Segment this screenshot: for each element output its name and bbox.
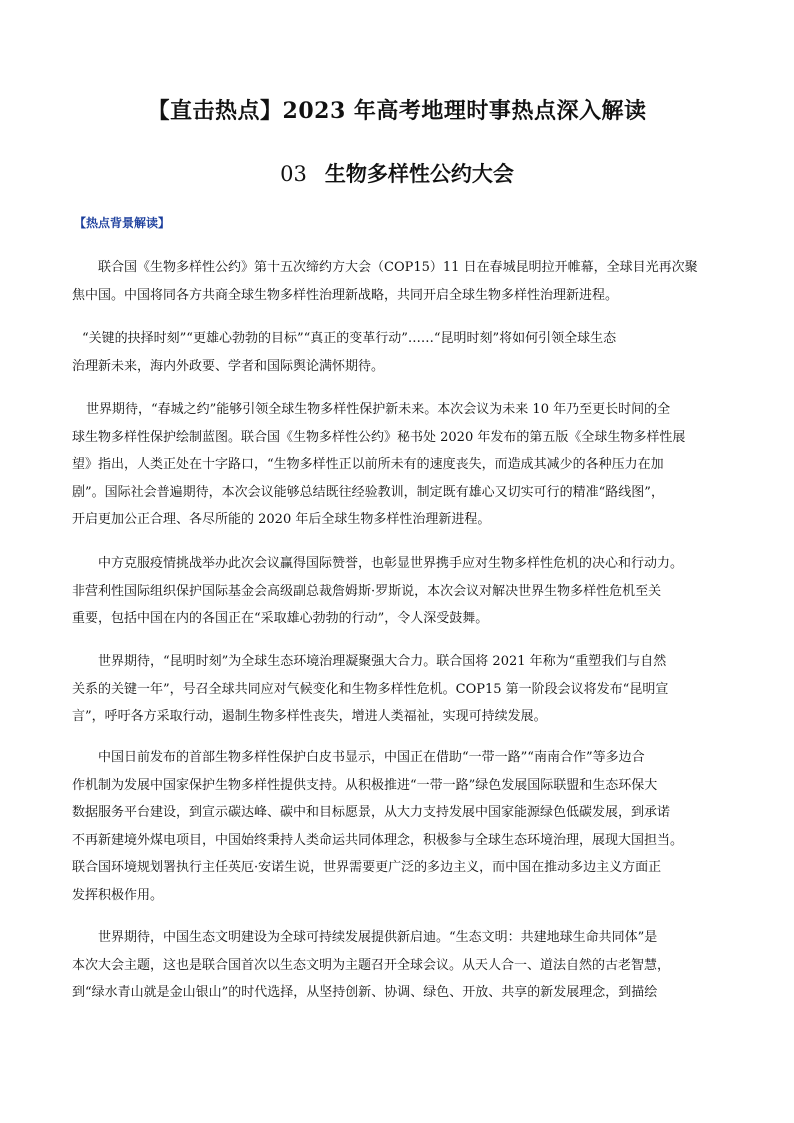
paragraph-line: 发挥积极作用。 bbox=[72, 887, 164, 903]
paragraph-line: 中国日前发布的首部生物多样性保护白皮书显示，中国正在借助“一带一路”“南南合作”等多边合 bbox=[98, 750, 645, 765]
document-subtitle bbox=[0, 158, 794, 188]
document-title: 【直击热点】2023 年高考地理时事热点深入解读 bbox=[147, 98, 647, 124]
paragraph-line: 作机制为发展中国家保护生物多样性提供支持。从积极推进“一带一路”绿色发展国际联盟和生态环保大 bbox=[72, 777, 658, 793]
paragraph-3 bbox=[72, 396, 736, 534]
paragraph-line: 不再新建境外煤电项目，中国始终秉持人类命运共同体理念，积极参与全球生态环境治理，展现大国担当。 bbox=[72, 832, 684, 848]
paragraph-line: 世界期待，中国生态文明建设为全球可持续发展提供新启迪。“生态文明：共建地球生命共同体”是 bbox=[98, 930, 658, 945]
paragraph-1 bbox=[72, 254, 736, 309]
paragraph-2 bbox=[72, 325, 736, 380]
paragraph-line: 焦中国。中国将同各方共商全球生物多样性治理新战略，共同开启全球生物多样性治理新进程。 bbox=[72, 287, 619, 303]
paragraph-line: 重要，包括中国在内的各国正在“采取雄心勃勃的行动”，令人深受鼓舞。 bbox=[72, 611, 489, 626]
paragraph-line: 世界期待，“春城之约”能够引领全球生物多样性保护新未来。本次会议为未来 10 年乃至更长时间的全 bbox=[86, 402, 671, 417]
section-tag: 【热点背景解读】 bbox=[74, 216, 171, 230]
paragraph-line: 球生物多样性保护绘制蓝图。联合国《生物多样性公约》秘书处 2020 年发布的第五版《全球生物多样性展 bbox=[72, 429, 686, 445]
paragraph-line: 剧”。国际社会普遍期待，本次会议能够总结既往经验教训，制定既有雄心又切实可行的精准“路线图”， bbox=[72, 484, 664, 500]
paragraph-line: 联合国环境规划署执行主任英厄·安诺生说，世界需要更广泛的多边主义，而中国在推动多边主义方面正 bbox=[72, 860, 662, 875]
paragraph-4 bbox=[72, 550, 736, 633]
subtitle-number: 03 bbox=[280, 162, 307, 186]
paragraph-line: 世界期待，“昆明时刻”为全球生态环境治理凝聚强大合力。联合国将 2021 年称为“重塑我们与自然 bbox=[98, 654, 667, 669]
paragraph-line: 本次大会主题，这也是联合国首次以生态文明为主题召开全球会议。从天人合一、道法自然的古老智慧， bbox=[72, 957, 671, 973]
paragraph-6 bbox=[72, 744, 736, 909]
paragraph-line: 数据服务平台建设，到宣示碳达峰、碳中和目标愿景，从大力支持发展中国家能源绿色低碳发展，到承诺 bbox=[72, 805, 671, 820]
paragraph-line: 望》指出，人类正处在十字路口，“生物多样性正以前所未有的速度丧失，而造成其减少的各种压力在加 bbox=[72, 457, 664, 472]
subtitle-text: 生物多样性公约大会 bbox=[324, 161, 514, 186]
paragraph-5 bbox=[72, 648, 736, 731]
paragraph-line: “关键的抉择时刻”“更雄心勃勃的目标”“真正的变革行动”……“昆明时刻”将如何引领全球生态 bbox=[82, 331, 617, 346]
paragraph-line: 言”，呼吁各方采取行动，遏制生物多样性丧失，增进人类福祉，实现可持续发展。 bbox=[72, 709, 547, 724]
paragraph-line: 开启更加公正合理、各尽所能的 2020 年后全球生物多样性治理新进程。 bbox=[72, 512, 491, 527]
paragraph-line: 治理新未来，海内外政要、学者和国际舆论满怀期待。 bbox=[72, 358, 385, 374]
paragraph-line: 联合国《生物多样性公约》第十五次缔约方大会（COP15）11 日在春城昆明拉开帷幕，全球目光再次聚 bbox=[98, 260, 698, 275]
paragraph-line: 非营利性国际组织保护国际基金会高级副总裁詹姆斯·罗斯说，本次会议对解决世界生物多样性危机至关 bbox=[72, 583, 662, 599]
paragraph-line: 到“绿水青山就是金山银山”的时代选择，从坚持创新、协调、绿色、开放、共享的新发展理念，到描绘 bbox=[72, 985, 658, 1000]
paragraph-line: 中方克服疫情挑战举办此次会议赢得国际赞誉，也彰显世界携手应对生物多样性危机的决心和行动力。 bbox=[98, 556, 684, 571]
paragraph-line: 关系的关键一年”，号召全球共同应对气候变化和生物多样性危机。COP15 第一阶段会议将发布“昆明宣 bbox=[72, 681, 669, 697]
paragraph-7 bbox=[72, 924, 736, 1007]
